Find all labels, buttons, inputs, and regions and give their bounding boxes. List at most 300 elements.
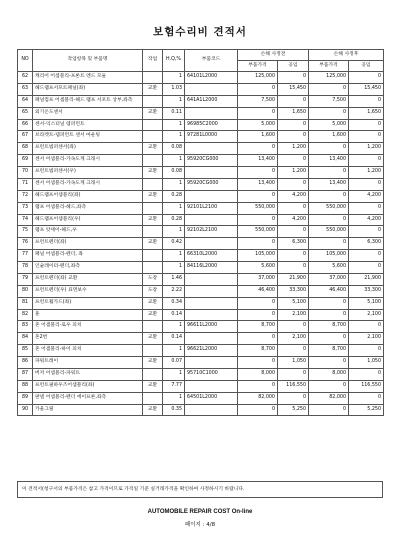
row-after-part: 550,000 [309,226,349,238]
row-code: 96621L2000 [185,345,238,357]
row-no: 80 [18,285,33,297]
row-hq: 0.28 [163,190,185,202]
row-before-part: 8,700 [238,321,278,333]
row-no: 65 [18,107,33,119]
row-before-part: 8,000 [238,368,278,380]
row-hq: 0.14 [163,309,185,321]
row-no: 81 [18,297,33,309]
row-code: 95920CG000 [185,178,238,190]
row-after-fee: 0 [349,250,384,262]
row-item: 혼 어셈블리-하이 피치 [33,345,143,357]
row-after-fee: 4,200 [349,214,384,226]
row-before-part: 13,400 [238,178,278,190]
row-before-part: 0 [238,143,278,155]
row-hq: 0.28 [163,214,185,226]
table-row [18,72,384,84]
row-no: 69 [18,155,33,167]
row-item: 램프 어셈블리-헤드,좌측 [33,202,143,214]
row-no: 76 [18,238,33,250]
row-hq: 1.03 [163,83,185,95]
row-item: 패널 어셈블리-펜더, 좌 [33,250,143,262]
row-before-part: 0 [238,190,278,202]
header-after-part: 부품가격 [309,61,349,72]
row-code: 96985C2000 [185,119,238,131]
row-code [185,143,238,155]
row-item: 혼 어셈블리-로우 피치 [33,321,143,333]
row-hq: 1 [163,392,185,404]
row-no: 82 [18,309,33,321]
row-hq: 0.35 [163,404,185,416]
row-code [185,190,238,202]
row-item: 센서 어셈블리-가속도계 크래시 [33,178,143,190]
row-before-fee: 0 [278,262,309,274]
row-after-part: 0 [309,107,349,119]
row-after-fee: 6,300 [349,238,384,250]
row-work: 교환 [143,107,163,119]
row-after-fee: 0 [349,119,384,131]
row-after-fee: 0 [349,155,384,167]
row-after-fee: 0 [349,131,384,143]
row-before-fee: 1,200 [278,167,309,179]
row-work [143,226,163,238]
row-work: 교환 [143,357,163,369]
row-work: 도장 [143,285,163,297]
row-after-fee: 1,050 [349,357,384,369]
row-before-part: 550,000 [238,202,278,214]
table-row [18,155,384,167]
row-after-part: 46,400 [309,285,349,297]
row-hq: 2.22 [163,285,185,297]
row-before-part: 7,500 [238,95,278,107]
row-work: 교환 [143,167,163,179]
row-work [143,131,163,143]
header-before-fee: 공임 [278,61,309,72]
row-hq: 0.08 [163,143,185,155]
table-row [18,214,384,226]
row-before-part: 0 [238,333,278,345]
row-no: 86 [18,357,33,369]
row-no: 87 [18,368,33,380]
row-work [143,321,163,333]
row-before-fee: 0 [278,321,309,333]
row-work [143,155,163,167]
row-before-fee: 0 [278,392,309,404]
row-code: 96611L2000 [185,321,238,333]
row-item: 센서-익스터널 템퍼런트 [33,119,143,131]
row-after-fee: 5,100 [349,297,384,309]
row-after-fee: 0 [349,392,384,404]
row-hq: 1 [163,72,185,84]
row-code: 92102L2100 [185,226,238,238]
row-item: 브라켓트-템퍼런트 센서 마운팅 [33,131,143,143]
table-row [18,190,384,202]
row-after-part: 0 [309,333,349,345]
row-after-part: 37,000 [309,273,349,285]
row-item: 프런트범퍼센서(우) [33,167,143,179]
table-row [18,368,384,380]
row-before-fee: 15,450 [278,83,309,95]
row-before-part: 8,700 [238,345,278,357]
row-item: 훈 [33,309,143,321]
row-before-fee: 0 [278,345,309,357]
row-after-fee: 0 [349,368,384,380]
row-no: 79 [18,273,33,285]
row-before-fee: 0 [278,202,309,214]
row-after-fee: 0 [349,345,384,357]
table-row [18,357,384,369]
row-after-fee: 0 [349,321,384,333]
row-after-part: 0 [309,167,349,179]
row-before-fee: 1,200 [278,143,309,155]
row-code: 84116L2000 [185,262,238,274]
row-code [185,238,238,250]
row-after-part: 8,700 [309,345,349,357]
row-hq: 1 [163,250,185,262]
table-row [18,131,384,143]
row-hq: 1 [163,262,185,274]
row-before-fee: 2,100 [278,309,309,321]
row-item: 헤드램프서포트패널(좌) [33,83,143,95]
table-row [18,333,384,345]
row-code [185,380,238,392]
row-no: 75 [18,226,33,238]
row-before-fee: 5,100 [278,297,309,309]
row-item: 프런트펜더(좌) [33,238,143,250]
row-before-part: 0 [238,214,278,226]
row-before-part: 0 [238,167,278,179]
row-item: 캐리어 어셈블리-프론트 엔드 모듈 [33,72,143,84]
row-item: 카울그릴 [33,404,143,416]
row-code [185,297,238,309]
row-hq: 0.11 [163,107,185,119]
row-before-part: 1,600 [238,131,278,143]
row-before-part: 0 [238,309,278,321]
row-code [185,333,238,345]
estimate-table [17,49,384,416]
row-work [143,178,163,190]
row-item: 프런트펜더(우) 표면보수 [33,285,143,297]
row-work: 교환 [143,404,163,416]
row-after-fee: 15,450 [349,83,384,95]
row-after-part: 125,000 [309,72,349,84]
row-work [143,368,163,380]
table-row [18,262,384,274]
row-after-part: 0 [309,404,349,416]
row-after-part: 8,700 [309,321,349,333]
row-before-fee: 0 [278,119,309,131]
row-hq: 1 [163,202,185,214]
row-item: 외기온도센서 [33,107,143,119]
table-row [18,297,384,309]
row-work: 교환 [143,214,163,226]
header-after-group: 손해 사정후 [309,50,384,61]
row-before-part: 13,400 [238,155,278,167]
row-after-fee: 5,250 [349,404,384,416]
row-hq: 1 [163,178,185,190]
row-no: 78 [18,262,33,274]
table-row [18,321,384,333]
row-hq: 1 [163,95,185,107]
row-work: 교환 [143,238,163,250]
row-work: 교환 [143,83,163,95]
row-code [185,273,238,285]
row-after-part: 550,000 [309,202,349,214]
row-hq: 0.34 [163,297,185,309]
row-no: 67 [18,131,33,143]
row-after-part: 7,500 [309,95,349,107]
row-hq: 1 [163,368,185,380]
row-after-fee: 1,650 [349,107,384,119]
table-row [18,392,384,404]
table-row [18,167,384,179]
row-hq: 1.46 [163,273,185,285]
header-row-1 [18,50,384,61]
row-no: 73 [18,202,33,214]
row-before-fee: 0 [278,250,309,262]
row-before-part: 46,400 [238,285,278,297]
row-work: 교환 [143,309,163,321]
row-after-fee: 0 [349,178,384,190]
row-after-fee: 21,900 [349,273,384,285]
row-item: 센서 어셈블리-가속도계 크래시 [33,155,143,167]
row-hq: 1 [163,345,185,357]
row-code [185,214,238,226]
row-work [143,392,163,404]
row-after-fee: 1,200 [349,167,384,179]
row-hq: 0.08 [163,167,185,179]
row-hq: 0.42 [163,238,185,250]
row-after-fee: 1,200 [349,143,384,155]
row-work: 교환 [143,380,163,392]
table-row [18,226,384,238]
row-no: 72 [18,190,33,202]
row-after-part: 5,600 [309,262,349,274]
table-row [18,404,384,416]
table-row [18,380,384,392]
table-row [18,119,384,131]
row-before-fee: 33,300 [278,285,309,297]
row-work [143,95,163,107]
row-after-fee: 0 [349,262,384,274]
row-after-fee: 116,550 [349,380,384,392]
row-item: 판넬 어셈블리-펜더 에이프론,좌측 [33,392,143,404]
row-before-part: 0 [238,297,278,309]
row-no: 84 [18,333,33,345]
row-before-part: 5,000 [238,119,278,131]
row-after-fee: 0 [349,72,384,84]
row-code: 92101L2100 [185,202,238,214]
row-before-part: 0 [238,83,278,95]
row-before-fee: 1,050 [278,357,309,369]
row-item: 램프 앗세이-헤드,우 [33,226,143,238]
row-item: 헤드램프어셈블리(좌) [33,190,143,202]
row-code [185,404,238,416]
row-after-fee: 2,100 [349,333,384,345]
row-no: 83 [18,321,33,333]
row-after-fee: 4,200 [349,190,384,202]
row-before-fee: 2,100 [278,333,309,345]
row-item: 인슐레이터-펜더,좌측 [33,262,143,274]
row-work [143,250,163,262]
row-code: 95920CG000 [185,155,238,167]
row-hq: 0.07 [163,357,185,369]
row-code [185,285,238,297]
row-before-fee: 4,200 [278,190,309,202]
row-code [185,83,238,95]
page-number: 페이지 : 4/8 [184,522,216,528]
row-after-fee: 0 [349,202,384,214]
row-item: 버저 어셈블리-파워트 [33,368,143,380]
row-before-part: 82,000 [238,392,278,404]
table-row [18,273,384,285]
row-hq: 1 [163,155,185,167]
row-code [185,167,238,179]
row-no: 85 [18,345,33,357]
row-before-fee: 21,900 [278,273,309,285]
row-after-part: 0 [309,238,349,250]
row-code: 641A1L2000 [185,95,238,107]
row-no: 63 [18,83,33,95]
row-work: 교환 [143,190,163,202]
table-row [18,250,384,262]
row-before-part: 0 [238,357,278,369]
table-row [18,202,384,214]
row-work: 교환 [143,143,163,155]
row-after-part: 105,000 [309,250,349,262]
row-hq: 0.14 [163,333,185,345]
row-after-part: 0 [309,357,349,369]
table-row [18,83,384,95]
row-after-fee: 0 [349,226,384,238]
row-before-fee: 0 [278,131,309,143]
header-before-group: 손해 사정전 [238,50,309,61]
header-before-part: 부품가격 [238,61,278,72]
brand-footer: AUTOMOBILE REPAIR COST On-line [147,509,253,515]
row-no: 62 [18,72,33,84]
row-before-fee: 0 [278,226,309,238]
header-hqty: H.Q,% [163,50,185,72]
row-item: 혼2번 [33,333,143,345]
row-after-fee: 33,300 [349,285,384,297]
row-after-part: 0 [309,214,349,226]
row-code [185,357,238,369]
row-work [143,119,163,131]
row-item: 프런트범퍼센서(좌) [33,143,143,155]
row-before-part: 0 [238,380,278,392]
document-title: 보험수리비 견적서 [153,26,247,38]
table-row [18,178,384,190]
table-row [18,309,384,321]
row-after-part: 5,000 [309,119,349,131]
footnote: 이 견적서(청구서의 부품가격은 참고 가격이므로 가격일 기준 실거래가격을 확인하여 사정하시기 바랍니다. [17,481,383,498]
row-work [143,262,163,274]
row-item: 파워트레이 [33,357,143,369]
table-row [18,345,384,357]
row-hq: 7.77 [163,380,185,392]
row-no: 71 [18,178,33,190]
row-after-part: 0 [309,309,349,321]
row-before-fee: 0 [278,72,309,84]
row-no: 88 [18,380,33,392]
row-code: 64501L2000 [185,392,238,404]
row-before-part: 125,000 [238,72,278,84]
row-no: 90 [18,404,33,416]
row-code: 95710C1000 [185,368,238,380]
row-after-part: 0 [309,380,349,392]
row-work [143,345,163,357]
row-work: 교환 [143,297,163,309]
row-item: 프런트휠가드(좌) [33,297,143,309]
row-after-part: 13,400 [309,155,349,167]
row-before-part: 105,000 [238,250,278,262]
table-row [18,143,384,155]
row-no: 74 [18,214,33,226]
row-after-part: 0 [309,143,349,155]
row-before-fee: 0 [278,155,309,167]
row-code: 66310L2000 [185,250,238,262]
row-after-part: 82,000 [309,392,349,404]
row-before-fee: 5,250 [278,404,309,416]
row-after-part: 0 [309,297,349,309]
header-no: NO [18,50,33,72]
row-no: 66 [18,119,33,131]
row-no: 70 [18,167,33,179]
row-before-fee: 6,300 [278,238,309,250]
row-item: 패널컴프 어셈블리-헤드 램프 서포트 상부,좌측 [33,95,143,107]
row-no: 89 [18,392,33,404]
row-before-fee: 0 [278,368,309,380]
row-after-part: 0 [309,190,349,202]
row-work: 교환 [143,333,163,345]
table-row [18,285,384,297]
row-code: 97281L0000 [185,131,238,143]
row-hq: 1 [163,321,185,333]
row-before-part: 5,600 [238,262,278,274]
table-body [18,72,384,416]
row-item: 헤드램프어셈블리(우) [33,214,143,226]
row-no: 77 [18,250,33,262]
row-before-part: 550,000 [238,226,278,238]
row-before-fee: 0 [278,95,309,107]
row-hq: 1 [163,226,185,238]
header-item: 작업항목 및 부품명 [33,50,143,72]
row-after-part: 8,000 [309,368,349,380]
header-code: 부품코드 [185,50,238,72]
row-after-part: 0 [309,83,349,95]
row-before-part: 0 [238,238,278,250]
row-code: 64101L2000 [185,72,238,84]
row-work: 도장 [143,273,163,285]
row-item: 프런트펜더(좌) 교환 [33,273,143,285]
row-hq: 1 [163,119,185,131]
row-before-part: 0 [238,107,278,119]
table-row [18,107,384,119]
table-row [18,95,384,107]
row-no: 64 [18,95,33,107]
row-after-part: 13,400 [309,178,349,190]
row-before-fee: 1,650 [278,107,309,119]
row-code [185,107,238,119]
row-work [143,72,163,84]
row-hq: 1 [163,131,185,143]
row-item: 프런트필하우즈어셈블리(좌) [33,380,143,392]
row-after-fee: 2,100 [349,309,384,321]
row-before-part: 0 [238,404,278,416]
row-before-fee: 4,200 [278,214,309,226]
row-before-fee: 116,550 [278,380,309,392]
row-work [143,202,163,214]
row-code [185,309,238,321]
